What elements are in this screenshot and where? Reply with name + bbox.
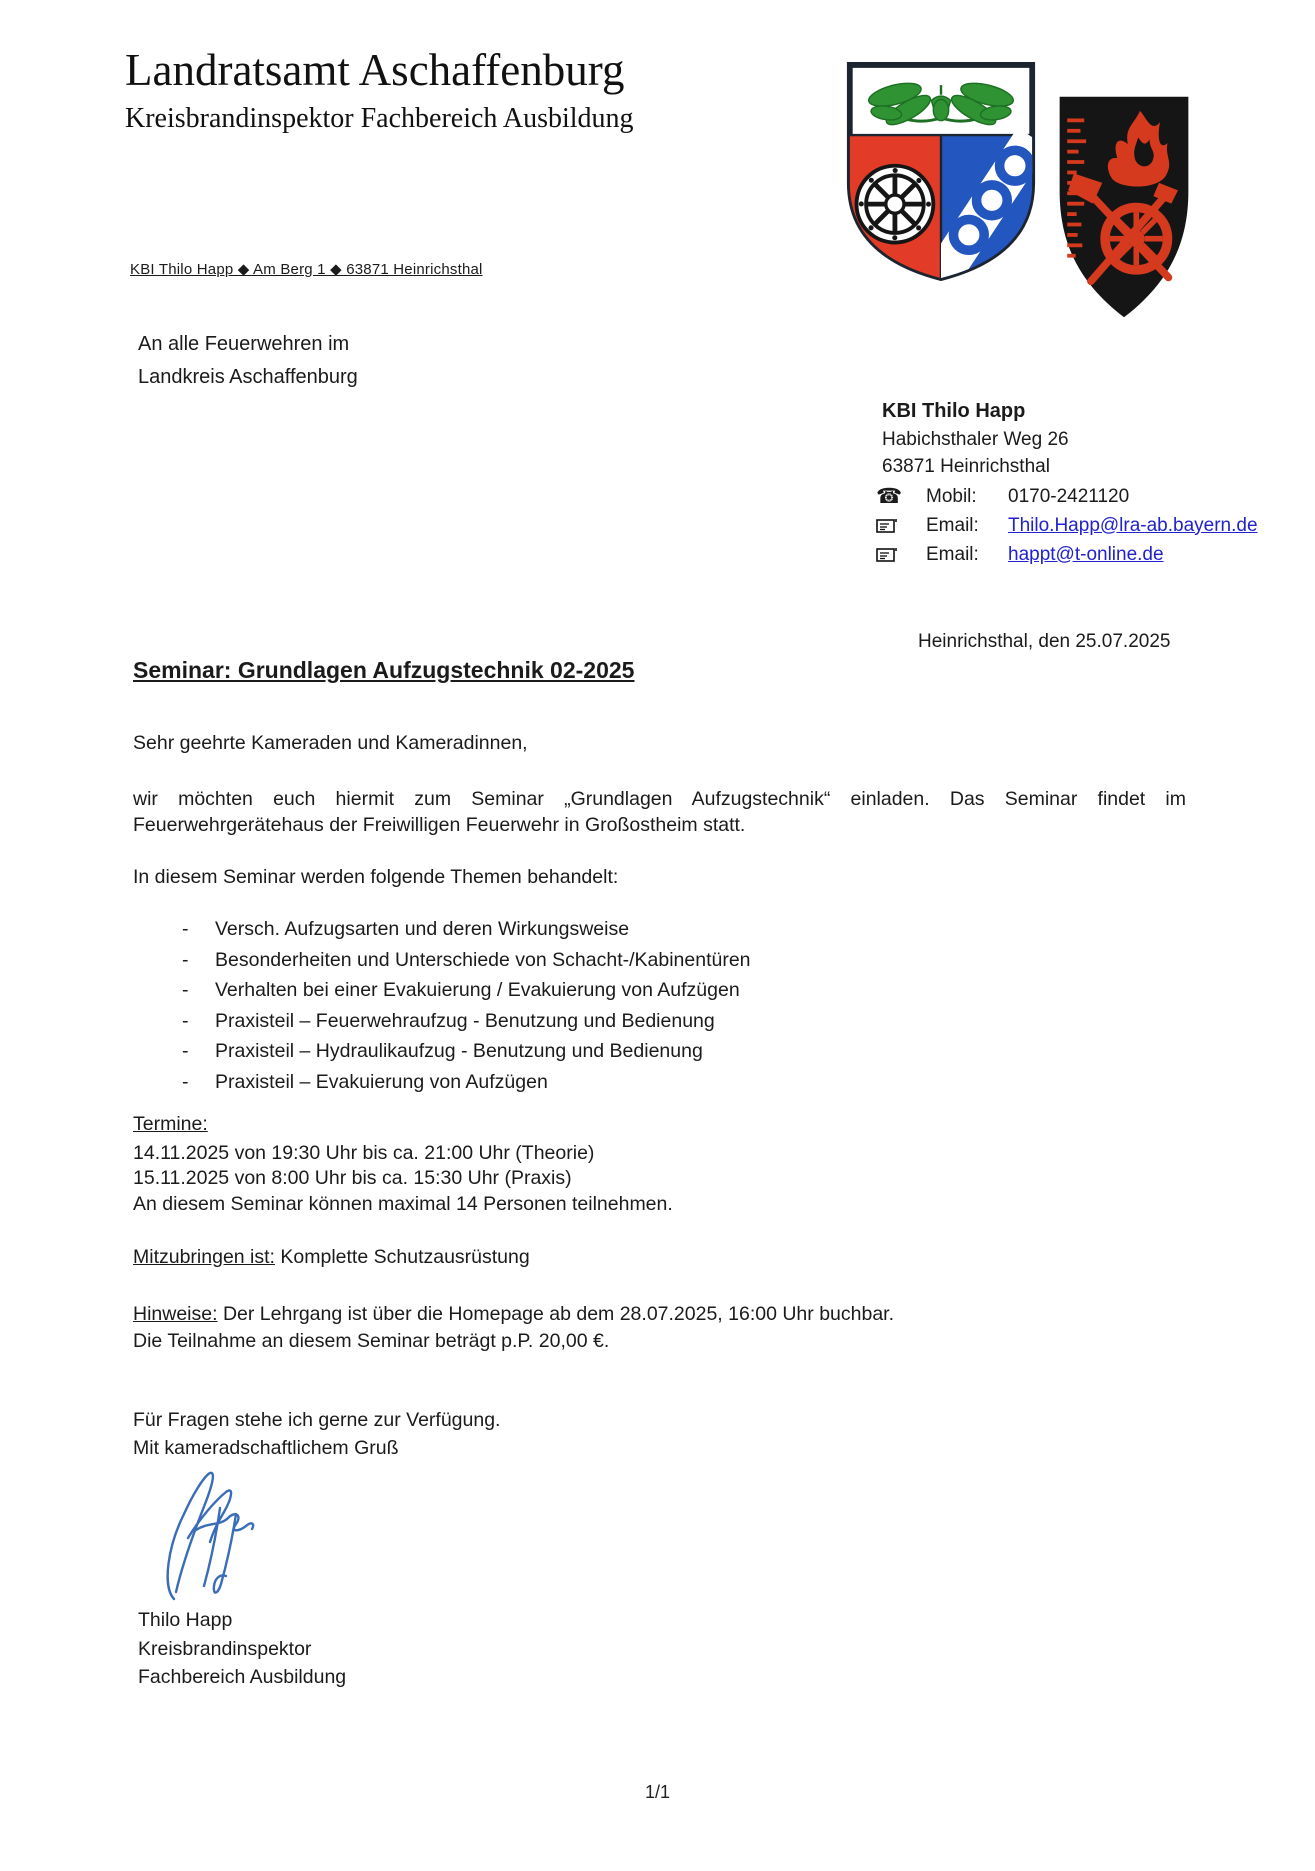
list-item <box>182 918 751 949</box>
mitzubringen-label: Mitzubringen ist: <box>133 1246 275 1268</box>
signer-role-2: Fachbereich Ausbildung <box>138 1666 347 1688</box>
mobile-label: Mobil: <box>926 485 977 507</box>
hinweise-text: Der Lehrgang ist über die Homepage ab dem 28.07.2025, 16:00 Uhr buchbar. <box>217 1303 895 1325</box>
email1-label: Email: <box>926 514 979 536</box>
recipient-address <box>138 328 358 394</box>
bullet-dash: - <box>182 948 189 971</box>
closing-line-1: Für Fragen stehe ich gerne zur Verfügung. <box>133 1409 501 1431</box>
hinweise-line-1 <box>133 1301 894 1328</box>
list-item <box>182 979 751 1010</box>
signer-role-1: Kreisbrandinspektor <box>138 1637 312 1660</box>
email-icon <box>876 547 926 563</box>
topic-text: Praxisteil – Hydraulikaufzug - Benutzung und Bedienung <box>215 1040 703 1062</box>
contact-row-email-2 <box>876 540 1258 569</box>
sender-return-address: KBI Thilo Happ ◆ Am Berg 1 ◆ 63871 Heinrichsthal <box>130 261 483 278</box>
bullet-dash: - <box>182 1040 189 1062</box>
termine-line-1: 14.11.2025 von 19:30 Uhr bis ca. 21:00 Uhr (Theorie) <box>133 1141 595 1164</box>
bullet-dash: - <box>182 1009 189 1032</box>
list-item <box>182 1040 751 1071</box>
contact-block <box>882 398 1069 481</box>
page-title: Landratsamt Aschaffenburg <box>125 45 625 95</box>
signer-block <box>138 1606 346 1692</box>
email-icon <box>876 518 926 534</box>
list-item <box>182 1071 751 1102</box>
hinweise-label: Hinweise: <box>133 1303 218 1325</box>
topics-list <box>182 918 751 1101</box>
recipient-line-2: Landkreis Aschaffenburg <box>138 366 358 388</box>
contact-street: Habichsthaler Weg 26 <box>882 428 1069 450</box>
closing-section <box>133 1406 500 1462</box>
termine-line-3: An diesem Seminar können maximal 14 Personen teilnehmen. <box>133 1192 673 1215</box>
mobile-value: 0170-2421120 <box>1008 485 1130 507</box>
topic-text: Praxisteil – Feuerwehraufzug - Benutzung und Bedienung <box>215 1009 715 1032</box>
closing-line-2: Mit kameradschaftlichem Gruß <box>133 1437 399 1459</box>
mitzubringen-text: Komplette Schutzausrüstung <box>274 1246 530 1268</box>
handwritten-signature-image <box>158 1466 273 1611</box>
topic-text: Versch. Aufzugsarten und deren Wirkungsweise <box>215 918 630 940</box>
page-subtitle: Kreisbrandinspektor Fachbereich Ausbildung <box>125 103 634 134</box>
mitzubringen-line <box>133 1246 530 1269</box>
salutation: Sehr geehrte Kameraden und Kameradinnen, <box>133 732 528 754</box>
contact-row-email-1 <box>876 511 1258 540</box>
contact-rows <box>876 482 1258 569</box>
signer-name: Thilo Happ <box>138 1609 233 1631</box>
list-item <box>182 949 751 980</box>
contact-city: 63871 Heinrichsthal <box>882 456 1050 477</box>
topic-text: Besonderheiten und Unterschiede von Schacht-/Kabinentüren <box>215 948 751 971</box>
termine-label: Termine: <box>133 1113 208 1135</box>
contact-row-mobile <box>876 482 1258 511</box>
hinweise-line-2: Die Teilnahme an diesem Seminar beträgt p.P. 20,00 €. <box>133 1330 610 1352</box>
dateline: Heinrichsthal, den 25.07.2025 <box>918 631 1171 652</box>
topic-text: Praxisteil – Evakuierung von Aufzügen <box>215 1070 548 1093</box>
bullet-dash: - <box>182 979 189 1001</box>
phone-icon: ☎ <box>876 485 903 508</box>
district-coat-of-arms-icon <box>845 60 1037 288</box>
email2-label: Email: <box>926 543 979 565</box>
topics-intro: In diesem Seminar werden folgende Themen behandelt: <box>133 866 619 888</box>
termine-line-2: 15.11.2025 von 8:00 Uhr bis ca. 15:30 Uhr (Praxis) <box>133 1167 572 1189</box>
feuerwehr-emblem-icon <box>1053 92 1195 327</box>
recipient-line-1: An alle Feuerwehren im <box>138 333 350 355</box>
topic-text: Verhalten bei einer Evakuierung / Evakuierung von Aufzügen <box>215 979 740 1001</box>
list-item <box>182 1010 751 1041</box>
bullet-dash: - <box>182 1070 189 1093</box>
page-number: 1/1 <box>644 1782 671 1802</box>
bullet-dash: - <box>182 918 189 940</box>
hinweise-section <box>133 1301 894 1355</box>
subject-line: Seminar: Grundlagen Aufzugstechnik 02-2025 <box>133 657 635 683</box>
termine-section <box>133 1112 673 1217</box>
contact-name: KBI Thilo Happ <box>882 400 1026 422</box>
email1-link[interactable]: Thilo.Happ@lra-ab.bayern.de <box>1008 514 1258 536</box>
email2-link[interactable]: happt@t-online.de <box>1008 543 1164 565</box>
intro-paragraph: wir möchten euch hiermit zum Seminar „Grundlagen Aufzugstechnik“ einladen. Das Seminar findet im Feuerwehrgerätehaus der Freiwilligen Feuerwehr in Großostheim statt. <box>133 788 1186 836</box>
